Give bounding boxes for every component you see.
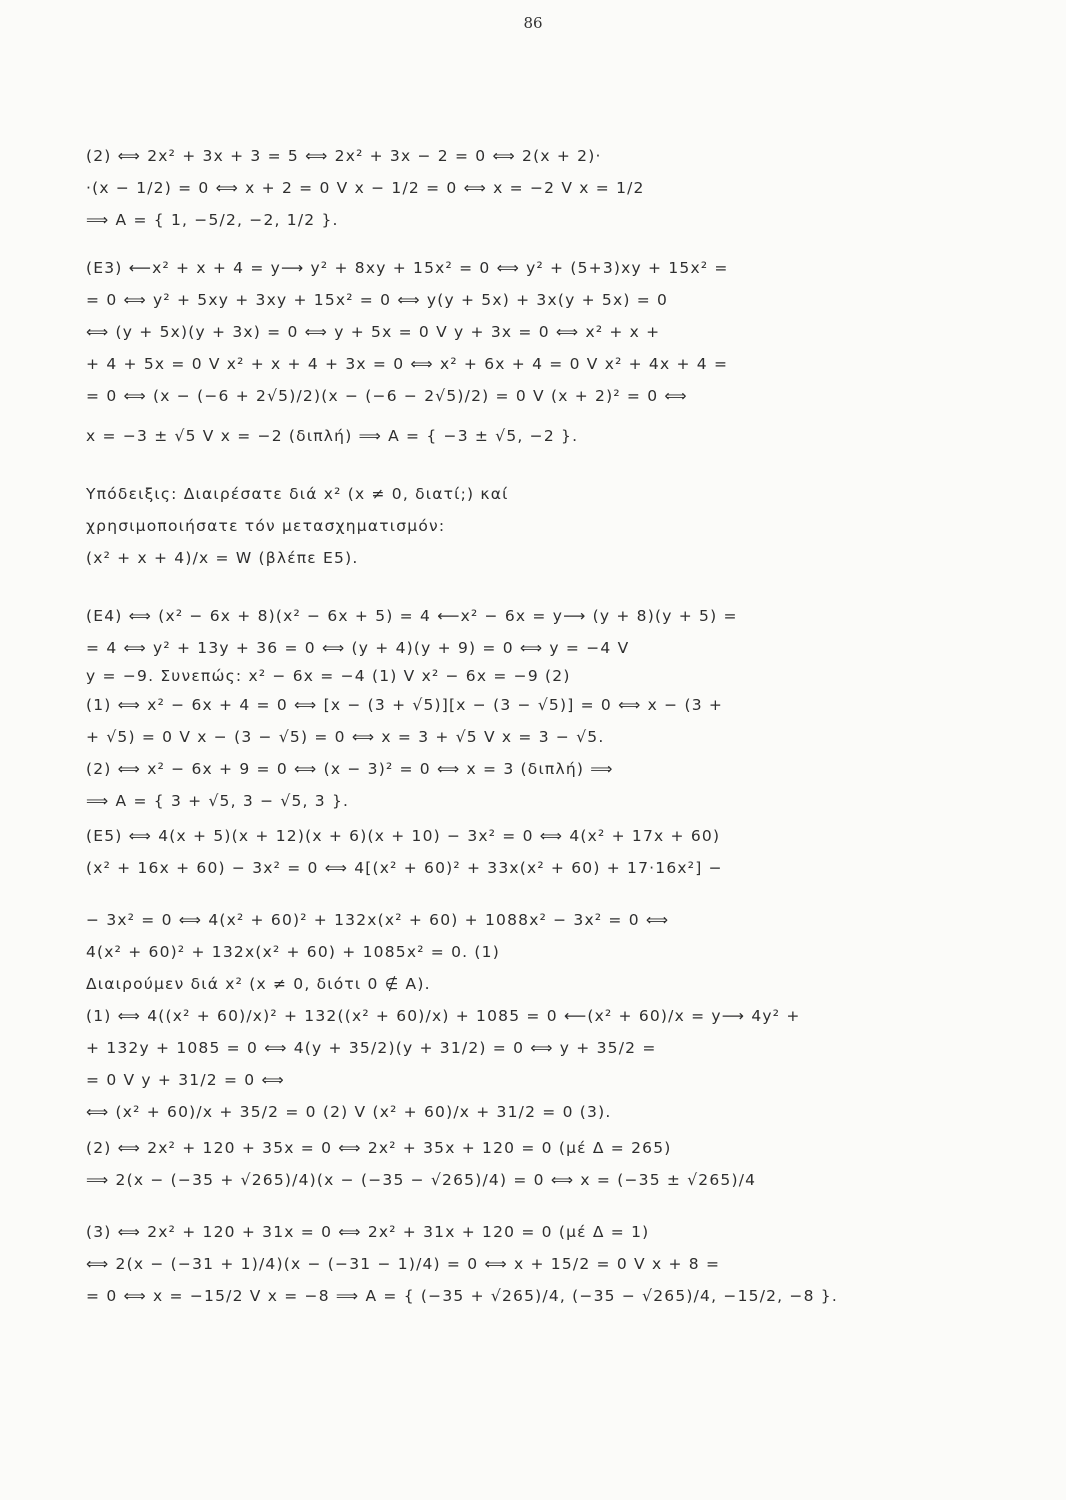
math-line: ⟺ (x² + 60)/x + 35/2 = 0 (2) V (x² + 60)/x + 31/2 = 0 (3). xyxy=(86,1103,612,1121)
math-line: = 0 ⟺ x = −15/2 V x = −8 ⟹ A = { (−35 + √265)/4, (−35 − √265)/4, −15/2, −8 }. xyxy=(86,1287,838,1305)
equation-2-block xyxy=(86,140,986,236)
math-line: (E5) ⟺ 4(x + 5)(x + 12)(x + 6)(x + 10) − 3x² = 0 ⟺ 4(x² + 17x + 60) xyxy=(86,827,721,845)
math-line: 4(x² + 60)² + 132x(x² + 60) + 1085x² = 0. (1) xyxy=(86,943,500,961)
hint-line: (x² + x + 4)/x = W (βλέπε E5). xyxy=(86,549,359,567)
math-line: + 4 + 5x = 0 V x² + x + 4 + 3x = 0 ⟺ x² + 6x + 4 = 0 V x² + 4x + 4 = xyxy=(86,355,729,373)
exercise-e3-block xyxy=(86,252,986,452)
exercise-e5-block xyxy=(86,820,986,1128)
math-line: (x² + 16x + 60) − 3x² = 0 ⟺ 4[(x² + 60)² + 33x(x² + 60) + 17·16x²] − xyxy=(86,859,723,877)
hint-block xyxy=(86,478,986,574)
math-line: ⟹ A = { 1, −5/2, −2, 1/2 }. xyxy=(86,211,339,229)
hint-line: Υπόδειξις: Διαιρέσατε διά x² (x ≠ 0, διατί;) καί xyxy=(86,485,509,503)
math-line: + 132y + 1085 = 0 ⟺ 4(y + 35/2)(y + 31/2) = 0 ⟺ y + 35/2 = xyxy=(86,1039,657,1057)
math-line: ⟺ (y + 5x)(y + 3x) = 0 ⟺ y + 5x = 0 V y + 3x = 0 ⟺ x² + x + xyxy=(86,323,661,341)
math-line: x = −3 ± √5 V x = −2 (διπλή) ⟹ A = { −3 ± √5, −2 }. xyxy=(86,427,579,445)
math-line: (E4) ⟺ (x² − 6x + 8)(x² − 6x + 5) = 4 ⟵x² − 6x = y⟶ (y + 8)(y + 5) = xyxy=(86,607,738,625)
math-line: (3) ⟺ 2x² + 120 + 31x = 0 ⟺ 2x² + 31x + 120 = 0 (μέ Δ = 1) xyxy=(86,1223,650,1241)
math-line: (2) ⟺ 2x² + 3x + 3 = 5 ⟺ 2x² + 3x − 2 = 0 ⟺ 2(x + 2)· xyxy=(86,147,602,165)
math-line: Διαιρούμεν διά x² (x ≠ 0, διότι 0 ∉ A). xyxy=(86,975,431,993)
math-line: − 3x² = 0 ⟺ 4(x² + 60)² + 132x(x² + 60) + 1088x² − 3x² = 0 ⟺ xyxy=(86,911,670,929)
math-line: = 0 ⟺ y² + 5xy + 3xy + 15x² = 0 ⟺ y(y + 5x) + 3x(y + 5x) = 0 xyxy=(86,291,669,309)
exercise-e4-block xyxy=(86,600,986,817)
math-line: + √5) = 0 V x − (3 − √5) = 0 ⟺ x = 3 + √5 V x = 3 − √5. xyxy=(86,728,605,746)
math-line: = 0 ⟺ (x − (−6 + 2√5)/2)(x − (−6 − 2√5)/2) = 0 V (x + 2)² = 0 ⟺ xyxy=(86,387,688,405)
math-line: (1) ⟺ x² − 6x + 4 = 0 ⟺ [x − (3 + √5)][x − (3 − √5)] = 0 ⟺ x − (3 + xyxy=(86,696,724,714)
math-line: ⟹ A = { 3 + √5, 3 − √5, 3 }. xyxy=(86,792,350,810)
hint-line: χρησιμοποιήσατε τόν μετασχηματισμόν: xyxy=(86,517,446,535)
math-line: (E3) ⟵x² + x + 4 = y⟶ y² + 8xy + 15x² = 0 ⟺ y² + (5+3)xy + 15x² = xyxy=(86,259,729,277)
math-line: ⟺ 2(x − (−31 + 1)/4)(x − (−31 − 1)/4) = 0 ⟺ x + 15/2 = 0 V x + 8 = xyxy=(86,1255,721,1273)
equation-3-block xyxy=(86,1216,986,1312)
math-line: y = −9. Συνεπώς: x² − 6x = −4 (1) V x² − 6x = −9 (2) xyxy=(86,667,571,685)
math-line: ⟹ 2(x − (−35 + √265)/4)(x − (−35 − √265)/4) = 0 ⟺ x = (−35 ± √265)/4 xyxy=(86,1171,757,1189)
math-line: = 4 ⟺ y² + 13y + 36 = 0 ⟺ (y + 4)(y + 9) = 0 ⟺ y = −4 V xyxy=(86,639,630,657)
math-line: (1) ⟺ 4((x² + 60)/x)² + 132((x² + 60)/x) + 1085 = 0 ⟵(x² + 60)/x = y⟶ 4y² + xyxy=(86,1007,801,1025)
math-line: (2) ⟺ x² − 6x + 9 = 0 ⟺ (x − 3)² = 0 ⟺ x = 3 (διπλή) ⟹ xyxy=(86,760,614,778)
math-line: ·(x − 1/2) = 0 ⟺ x + 2 = 0 V x − 1/2 = 0 ⟺ x = −2 V x = 1/2 xyxy=(86,179,645,197)
equation-2b-block xyxy=(86,1132,986,1196)
math-line: = 0 V y + 31/2 = 0 ⟺ xyxy=(86,1071,285,1089)
page-number: 86 xyxy=(523,14,543,32)
math-line: (2) ⟺ 2x² + 120 + 35x = 0 ⟺ 2x² + 35x + 120 = 0 (μέ Δ = 265) xyxy=(86,1139,672,1157)
